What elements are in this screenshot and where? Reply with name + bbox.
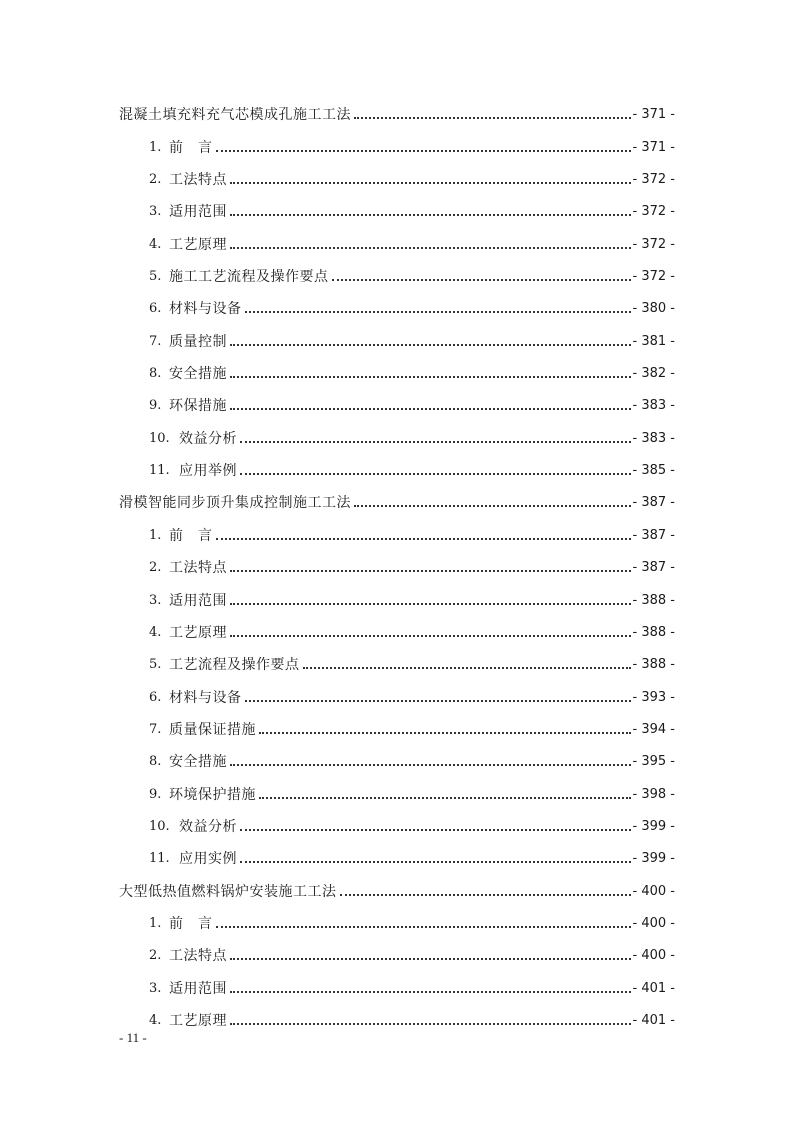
toc-entry-page: - 372 - [632, 269, 675, 285]
toc-entry-page: - 388 - [632, 657, 675, 673]
toc-section-entry[interactable] [119, 319, 675, 351]
toc-section-entry[interactable] [119, 772, 675, 804]
toc-entry-number: 6. [149, 301, 162, 317]
toc-entry-title: 混凝土填充料充气芯模成孔施工工法 [119, 107, 351, 124]
toc-entry-page: - 371 - [632, 139, 675, 155]
toc-entry-number: 4. [149, 624, 162, 640]
toc-entry-page: - 388 - [632, 624, 675, 640]
toc-entry-title: 工艺原理 [169, 1012, 227, 1029]
toc-section-entry[interactable] [119, 675, 675, 707]
dot-leader [230, 589, 631, 605]
toc-entry-title: 大型低热值燃料锅炉安装施工工法 [119, 883, 337, 900]
toc-entry-title: 前 言 [169, 915, 213, 932]
toc-chapter-entry[interactable] [119, 481, 675, 513]
dot-leader [354, 103, 631, 119]
toc-entry-page: - 382 - [632, 366, 675, 382]
toc-entry-page: - 381 - [632, 333, 675, 349]
toc-section-entry[interactable] [119, 222, 675, 254]
toc-entry-number: 1. [149, 139, 162, 155]
toc-section-entry[interactable] [119, 837, 675, 869]
toc-entry-number: 8. [149, 754, 162, 770]
toc-section-entry[interactable] [119, 740, 675, 772]
toc-entry-title: 前 言 [169, 139, 213, 156]
dot-leader [230, 621, 631, 637]
toc-entry-number: 7. [149, 333, 162, 349]
toc-section-entry[interactable] [119, 611, 675, 643]
toc-entry-title: 材料与设备 [169, 689, 242, 706]
toc-entry-number: 7. [149, 721, 162, 737]
dot-leader [230, 394, 631, 410]
toc-section-entry[interactable] [119, 416, 675, 448]
toc-entry-page: - 398 - [632, 786, 675, 802]
dot-leader [245, 297, 631, 313]
toc-chapter-entry[interactable] [119, 869, 675, 901]
dot-leader [240, 427, 631, 443]
dot-leader [354, 491, 631, 507]
toc-section-entry[interactable] [119, 999, 675, 1031]
toc-entry-page: - 385 - [632, 463, 675, 479]
dot-leader [259, 718, 631, 734]
toc-entry-title: 工艺原理 [169, 624, 227, 641]
toc-entry-number: 4. [149, 1012, 162, 1028]
toc-entry-number: 9. [149, 786, 162, 802]
toc-entry-title: 工法特点 [169, 948, 227, 965]
toc-entry-title: 质量保证措施 [169, 721, 256, 738]
dot-leader [240, 847, 631, 863]
toc-entry-page: - 371 - [632, 107, 675, 123]
toc-entry-number: 11. [149, 851, 170, 867]
toc-entry-number: 2. [149, 948, 162, 964]
toc-entry-title: 效益分析 [179, 430, 237, 447]
toc-entry-number: 5. [149, 657, 162, 673]
toc-entry-page: - 372 - [632, 172, 675, 188]
toc-section-entry[interactable] [119, 384, 675, 416]
toc-entry-page: - 401 - [632, 980, 675, 996]
toc-entry-page: - 394 - [632, 721, 675, 737]
toc-section-entry[interactable] [119, 352, 675, 384]
toc-entry-page: - 387 - [632, 527, 675, 543]
toc-entry-number: 10. [149, 430, 170, 446]
dot-leader [230, 362, 631, 378]
toc-section-entry[interactable] [119, 578, 675, 610]
dot-leader [230, 977, 631, 993]
dot-leader [216, 912, 631, 928]
toc-entry-page: - 395 - [632, 754, 675, 770]
toc-section-entry[interactable] [119, 287, 675, 319]
toc-section-entry[interactable] [119, 158, 675, 190]
toc-entry-page: - 400 - [632, 948, 675, 964]
toc-entry-title: 环保措施 [169, 398, 227, 415]
toc-entry-title: 材料与设备 [169, 301, 242, 318]
toc-entry-page: - 393 - [632, 689, 675, 705]
toc-entry-title: 应用举例 [179, 463, 237, 480]
toc-entry-number: 3. [149, 592, 162, 608]
toc-entry-title: 环境保护措施 [169, 786, 256, 803]
toc-entry-number: 11. [149, 463, 170, 479]
toc-entry-title: 适用范围 [169, 980, 227, 997]
dot-leader [340, 880, 631, 896]
toc-entry-page: - 401 - [632, 1012, 675, 1028]
dot-leader [230, 1009, 631, 1025]
page-number-footer: - 11 - [119, 1030, 147, 1045]
toc-section-entry[interactable] [119, 125, 675, 157]
toc-entry-page: - 380 - [632, 301, 675, 317]
toc-entry-title: 安全措施 [169, 366, 227, 383]
dot-leader [216, 136, 631, 152]
table-of-contents [119, 93, 675, 1031]
dot-leader [230, 556, 631, 572]
toc-entry-title: 效益分析 [179, 818, 237, 835]
toc-entry-number: 9. [149, 398, 162, 414]
dot-leader [240, 459, 631, 475]
toc-entry-number: 2. [149, 560, 162, 576]
toc-entry-title: 滑模智能同步顶升集成控制施工工法 [119, 495, 351, 512]
toc-section-entry[interactable] [119, 708, 675, 740]
toc-entry-number: 2. [149, 172, 162, 188]
toc-entry-title: 工法特点 [169, 560, 227, 577]
toc-entry-number: 5. [149, 269, 162, 285]
toc-entry-page: - 388 - [632, 592, 675, 608]
toc-entry-page: - 399 - [632, 818, 675, 834]
dot-leader [230, 944, 631, 960]
toc-entry-page: - 372 - [632, 204, 675, 220]
dot-leader [216, 524, 631, 540]
toc-entry-title: 适用范围 [169, 592, 227, 609]
toc-section-entry[interactable] [119, 449, 675, 481]
toc-section-entry[interactable] [119, 190, 675, 222]
toc-section-entry[interactable] [119, 643, 675, 675]
toc-entry-title: 工艺原理 [169, 236, 227, 253]
dot-leader [245, 686, 631, 702]
toc-section-entry[interactable] [119, 255, 675, 287]
dot-leader [230, 750, 631, 766]
toc-entry-number: 10. [149, 818, 170, 834]
toc-entry-page: - 383 - [632, 430, 675, 446]
toc-entry-title: 施工工艺流程及操作要点 [169, 269, 329, 286]
toc-section-entry[interactable] [119, 966, 675, 998]
dot-leader [230, 233, 631, 249]
dot-leader [332, 265, 631, 281]
toc-entry-number: 6. [149, 689, 162, 705]
toc-entry-page: - 400 - [632, 915, 675, 931]
toc-entry-number: 3. [149, 980, 162, 996]
toc-entry-page: - 400 - [632, 883, 675, 899]
toc-entry-number: 3. [149, 204, 162, 220]
toc-entry-title: 前 言 [169, 527, 213, 544]
toc-entry-number: 1. [149, 527, 162, 543]
toc-entry-number: 4. [149, 236, 162, 252]
toc-section-entry[interactable] [119, 546, 675, 578]
toc-entry-title: 质量控制 [169, 333, 227, 350]
toc-entry-number: 1. [149, 915, 162, 931]
dot-leader [230, 168, 631, 184]
toc-entry-title: 适用范围 [169, 204, 227, 221]
toc-section-entry[interactable] [119, 513, 675, 545]
toc-section-entry[interactable] [119, 805, 675, 837]
dot-leader [303, 653, 631, 669]
toc-entry-page: - 387 - [632, 560, 675, 576]
toc-section-entry[interactable] [119, 934, 675, 966]
toc-entry-number: 8. [149, 366, 162, 382]
toc-entry-title: 工法特点 [169, 172, 227, 189]
dot-leader [230, 200, 631, 216]
toc-entry-page: - 372 - [632, 236, 675, 252]
toc-entry-page: - 383 - [632, 398, 675, 414]
toc-entry-title: 安全措施 [169, 754, 227, 771]
dot-leader [240, 815, 631, 831]
toc-section-entry[interactable] [119, 902, 675, 934]
toc-entry-page: - 399 - [632, 851, 675, 867]
toc-chapter-entry[interactable] [119, 93, 675, 125]
toc-entry-page: - 387 - [632, 495, 675, 511]
dot-leader [230, 330, 631, 346]
toc-entry-title: 工艺流程及操作要点 [169, 657, 300, 674]
toc-entry-title: 应用实例 [179, 851, 237, 868]
dot-leader [259, 783, 631, 799]
